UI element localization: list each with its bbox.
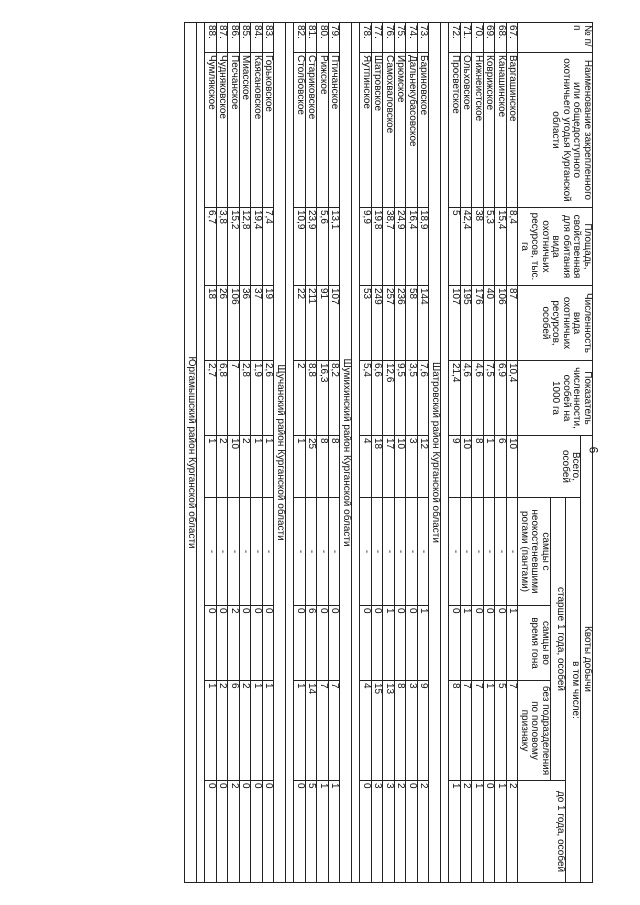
table-row	[217, 23, 229, 883]
population-value: 257	[383, 286, 395, 361]
quota-male-rut: 0	[406, 606, 418, 681]
site-name: Шатровское	[372, 53, 384, 208]
section-title: Шатровский район Курганской области	[429, 23, 441, 883]
quota-under1: 1	[317, 781, 329, 883]
section-title: Щучанский район Курганской области	[274, 23, 286, 883]
area-value: 12,8	[240, 208, 252, 286]
table-row	[251, 23, 263, 883]
quota-no-sex: 8	[449, 681, 461, 781]
quota-male-rut: 0	[251, 606, 263, 681]
header-male-horns: самцы с неокостеневшими рогами (пантами)	[518, 498, 551, 606]
rotated-page	[108, 22, 593, 882]
quota-under1: 0	[240, 781, 252, 883]
quota-total: 10	[461, 436, 473, 498]
quota-male-horns: -	[251, 498, 263, 606]
quota-male-horns: -	[383, 498, 395, 606]
quota-no-sex: 1	[251, 681, 263, 781]
row-number: 80.	[317, 23, 329, 53]
site-name: Горьковское	[263, 53, 275, 208]
quota-no-sex: 1	[205, 681, 217, 781]
index-value: 6,9	[495, 361, 507, 436]
quota-male-rut: 0	[360, 606, 372, 681]
area-value: 6,7	[205, 208, 217, 286]
area-value: 18,9	[418, 208, 430, 286]
quota-male-rut: 0	[495, 606, 507, 681]
population-value: 236	[395, 286, 407, 361]
area-value: 19,4	[251, 208, 263, 286]
header-row-1	[581, 23, 593, 883]
area-value: 9,9	[360, 208, 372, 286]
quota-no-sex: 3	[406, 681, 418, 781]
quota-under1: 2	[395, 781, 407, 883]
table-row	[418, 23, 430, 883]
quota-male-rut: 0	[317, 606, 329, 681]
population-value: 36	[240, 286, 252, 361]
section-title: Юргамышский район Курганской области	[185, 23, 197, 883]
spacer-cell	[441, 23, 449, 883]
site-name: Каясановское	[251, 53, 263, 208]
site-name: Коврижское	[484, 53, 496, 208]
index-value: 5,4	[360, 361, 372, 436]
index-value: 4,6	[472, 361, 484, 436]
area-value: 8,4	[507, 208, 519, 286]
site-name: Ирюмское	[395, 53, 407, 208]
section-header-row	[340, 23, 352, 883]
quota-total: 3	[406, 436, 418, 498]
quota-no-sex: 7	[472, 681, 484, 781]
population-value: 211	[306, 286, 318, 361]
quota-total: 2	[217, 436, 229, 498]
site-name: Столбовское	[294, 53, 306, 208]
table-row	[372, 23, 384, 883]
row-number: 70.	[472, 23, 484, 53]
quota-male-rut: 1	[461, 606, 473, 681]
section-spacer	[286, 23, 294, 883]
row-number: 75.	[395, 23, 407, 53]
index-value: 3,5	[406, 361, 418, 436]
population-value: 176	[472, 286, 484, 361]
quota-male-horns: -	[418, 498, 430, 606]
index-value: 12,6	[383, 361, 395, 436]
quota-under1: 0	[294, 781, 306, 883]
quota-male-horns: -	[205, 498, 217, 606]
site-name: Стариковское	[306, 53, 318, 208]
index-value: 16,3	[317, 361, 329, 436]
quota-male-rut: 0	[217, 606, 229, 681]
population-value: 106	[228, 286, 240, 361]
quota-male-rut: 0	[484, 606, 496, 681]
spacer-cell	[197, 23, 205, 883]
quota-male-horns: -	[263, 498, 275, 606]
table-row	[205, 23, 217, 883]
quota-male-horns: -	[507, 498, 519, 606]
table-row	[461, 23, 473, 883]
quota-total: 6	[495, 436, 507, 498]
header-total: Всего, особей	[518, 436, 581, 498]
index-value: 4,6	[461, 361, 473, 436]
table-row	[317, 23, 329, 883]
quota-no-sex: 7	[329, 681, 341, 781]
population-value: 37	[251, 286, 263, 361]
header-male-rut: самцы во время гона	[518, 606, 551, 681]
row-number: 87.	[217, 23, 229, 53]
population-value: 18	[205, 286, 217, 361]
quota-male-horns: -	[294, 498, 306, 606]
row-number: 82.	[294, 23, 306, 53]
quota-male-rut: 0	[240, 606, 252, 681]
population-value: 195	[461, 286, 473, 361]
quota-total: 8	[329, 436, 341, 498]
index-value: 1,9	[251, 361, 263, 436]
table-row	[395, 23, 407, 883]
table-row	[449, 23, 461, 883]
table-row	[472, 23, 484, 883]
quota-total: 1	[484, 436, 496, 498]
row-number: 83.	[263, 23, 275, 53]
quota-no-sex: 9	[418, 681, 430, 781]
population-value: 249	[372, 286, 384, 361]
table-row	[406, 23, 418, 883]
section-header-row	[429, 23, 441, 883]
section-title: Шумихинский район Курганской области	[340, 23, 352, 883]
quota-under1: 1	[472, 781, 484, 883]
quota-male-horns: -	[472, 498, 484, 606]
population-value: 19	[263, 286, 275, 361]
quota-total: 17	[383, 436, 395, 498]
quota-no-sex: 8	[395, 681, 407, 781]
quota-no-sex: 14	[306, 681, 318, 781]
quota-male-rut: 6	[306, 606, 318, 681]
area-value: 15,4	[495, 208, 507, 286]
quota-no-sex: 1	[484, 681, 496, 781]
table-row	[495, 23, 507, 883]
quota-total: 10	[507, 436, 519, 498]
quota-total: 12	[418, 436, 430, 498]
row-number: 81.	[306, 23, 318, 53]
quota-male-rut: 1	[418, 606, 430, 681]
table-row	[263, 23, 275, 883]
quota-male-rut: 2	[228, 606, 240, 681]
quota-male-horns: -	[306, 498, 318, 606]
header-older: старше 1 года, особей	[551, 498, 566, 781]
quota-table	[185, 22, 594, 883]
quota-male-horns: -	[360, 498, 372, 606]
area-value: 38,7	[383, 208, 395, 286]
index-value: 10,4	[507, 361, 519, 436]
population-value: 107	[329, 286, 341, 361]
quota-sheet	[108, 22, 593, 882]
quota-under1: 2	[418, 781, 430, 883]
header-no-sex: без подразделения по половому признаку	[518, 681, 551, 781]
quota-male-rut: 0	[205, 606, 217, 681]
quota-male-horns: -	[217, 498, 229, 606]
quota-no-sex: 7	[461, 681, 473, 781]
site-name: Бариновское	[418, 53, 430, 208]
population-value: 107	[449, 286, 461, 361]
population-value: 144	[418, 286, 430, 361]
quota-male-horns: -	[449, 498, 461, 606]
quota-under1: 5	[306, 781, 318, 883]
population-value: 26	[217, 286, 229, 361]
quota-under1: 1	[495, 781, 507, 883]
quota-no-sex: 2	[240, 681, 252, 781]
area-value: 19,8	[372, 208, 384, 286]
row-number: 72.	[449, 23, 461, 53]
index-value: 7,5	[484, 361, 496, 436]
index-value: 2,6	[263, 361, 275, 436]
quota-male-horns: -	[240, 498, 252, 606]
quota-male-rut: 1	[507, 606, 519, 681]
quota-total: 8	[317, 436, 329, 498]
quota-under1: 0	[360, 781, 372, 883]
site-name: Канашинское	[495, 53, 507, 208]
index-value: 2	[294, 361, 306, 436]
area-value: 24,9	[395, 208, 407, 286]
quota-total: 2	[240, 436, 252, 498]
quota-total: 8	[472, 436, 484, 498]
table-row	[228, 23, 240, 883]
quota-no-sex: 1	[263, 681, 275, 781]
quota-no-sex: 2	[217, 681, 229, 781]
quota-male-horns: -	[329, 498, 341, 606]
quota-total: 1	[263, 436, 275, 498]
quota-male-rut: 0	[263, 606, 275, 681]
quota-male-horns: -	[484, 498, 496, 606]
table-row	[383, 23, 395, 883]
area-value: 5	[449, 208, 461, 286]
row-number: 69.	[484, 23, 496, 53]
site-name: Миасское	[240, 53, 252, 208]
quota-male-rut: 0	[472, 606, 484, 681]
site-name: Яутпинское	[360, 53, 372, 208]
index-value: 21,4	[449, 361, 461, 436]
quota-no-sex: 5	[495, 681, 507, 781]
page-number: 6	[586, 446, 601, 454]
site-name: Чумлякское	[205, 53, 217, 208]
quota-under1: 0	[484, 781, 496, 883]
index-value: 8,2	[329, 361, 341, 436]
quota-under1: 1	[329, 781, 341, 883]
quota-under1: 0	[217, 781, 229, 883]
quota-total: 10	[395, 436, 407, 498]
quota-under1: 0	[251, 781, 263, 883]
quota-male-horns: -	[461, 498, 473, 606]
row-number: 85.	[240, 23, 252, 53]
section-header-row	[185, 23, 197, 883]
quota-under1: 2	[507, 781, 519, 883]
table-row	[294, 23, 306, 883]
quota-under1: 2	[228, 781, 240, 883]
header-under1: до 1 года, особей	[518, 781, 566, 883]
header-area: Площадь, свойственная для обитания вида охотничьих ресурсов, тыс. га	[518, 208, 593, 286]
area-value: 10,9	[294, 208, 306, 286]
area-value: 3,8	[217, 208, 229, 286]
quota-male-rut: 0	[395, 606, 407, 681]
row-number: 76.	[383, 23, 395, 53]
table-row	[360, 23, 372, 883]
quota-male-horns: -	[495, 498, 507, 606]
population-value: 22	[294, 286, 306, 361]
quota-under1: 3	[372, 781, 384, 883]
quota-under1: 3	[383, 781, 395, 883]
quota-total: 1	[205, 436, 217, 498]
quota-no-sex: 15	[372, 681, 384, 781]
quota-under1: 0	[406, 781, 418, 883]
quota-male-horns: -	[228, 498, 240, 606]
quota-total: 1	[294, 436, 306, 498]
table-row	[484, 23, 496, 883]
table-row	[306, 23, 318, 883]
row-number: 88.	[205, 23, 217, 53]
index-value: 2,7	[205, 361, 217, 436]
row-number: 77.	[372, 23, 384, 53]
site-name: Птичанское	[329, 53, 341, 208]
area-value: 7,4	[263, 208, 275, 286]
index-value: 6,6	[372, 361, 384, 436]
site-name: Чудняковское	[217, 53, 229, 208]
index-value: 2,8	[240, 361, 252, 436]
site-name: Песчанское	[228, 53, 240, 208]
header-quota: Квоты добычи	[581, 436, 593, 883]
site-name: Рижское	[317, 53, 329, 208]
index-value: 6,8	[217, 361, 229, 436]
index-value: 7	[228, 361, 240, 436]
section-spacer	[352, 23, 360, 883]
quota-total: 1	[251, 436, 263, 498]
row-number: 78.	[360, 23, 372, 53]
header-population: Численность вида охотничьих ресурсов, особей	[518, 286, 593, 361]
area-value: 15,2	[228, 208, 240, 286]
row-number: 73.	[418, 23, 430, 53]
table-row	[507, 23, 519, 883]
area-value: 42,4	[461, 208, 473, 286]
quota-male-horns: -	[317, 498, 329, 606]
site-name: Нижнеистское	[472, 53, 484, 208]
quota-male-horns: -	[372, 498, 384, 606]
header-including: в том числе:	[566, 498, 581, 883]
quota-male-rut: 0	[294, 606, 306, 681]
header-num: № п/п	[518, 23, 593, 53]
header-name: Наименование закрепленного или общедоступного охотничьего угодья Курганской области	[518, 53, 593, 208]
area-value: 5,6	[317, 208, 329, 286]
quota-male-rut: 1	[383, 606, 395, 681]
quota-total: 9	[449, 436, 461, 498]
section-spacer	[197, 23, 205, 883]
row-number: 67.	[507, 23, 519, 53]
site-name: Варгашинское	[507, 53, 519, 208]
area-value: 13,1	[329, 208, 341, 286]
population-value: 106	[495, 286, 507, 361]
population-value: 91	[317, 286, 329, 361]
spacer-cell	[352, 23, 360, 883]
quota-no-sex: 13	[383, 681, 395, 781]
row-number: 84.	[251, 23, 263, 53]
quota-total: 25	[306, 436, 318, 498]
section-spacer	[441, 23, 449, 883]
population-value: 58	[406, 286, 418, 361]
quota-no-sex: 1	[294, 681, 306, 781]
site-name: Просветское	[449, 53, 461, 208]
header-index: Показатель численности, особей на 1000 га	[518, 361, 593, 436]
quota-under1: 2	[461, 781, 473, 883]
quota-male-rut: 0	[329, 606, 341, 681]
site-name: Дальнекубасовское	[406, 53, 418, 208]
quota-male-rut: 0	[449, 606, 461, 681]
site-name: Ольховское	[461, 53, 473, 208]
area-value: 5,3	[484, 208, 496, 286]
row-number: 79.	[329, 23, 341, 53]
index-value: 8,8	[306, 361, 318, 436]
row-number: 86.	[228, 23, 240, 53]
area-value: 16,4	[406, 208, 418, 286]
section-header-row	[274, 23, 286, 883]
quota-male-rut: 0	[372, 606, 384, 681]
quota-no-sex: 7	[317, 681, 329, 781]
quota-no-sex: 4	[360, 681, 372, 781]
row-number: 71.	[461, 23, 473, 53]
area-value: 23,9	[306, 208, 318, 286]
quota-male-horns: -	[406, 498, 418, 606]
site-name: Самохваловское	[383, 53, 395, 208]
quota-under1: 0	[263, 781, 275, 883]
quota-male-horns: -	[395, 498, 407, 606]
index-value: 9,5	[395, 361, 407, 436]
row-number: 68.	[495, 23, 507, 53]
quota-under1: 0	[205, 781, 217, 883]
quota-total: 10	[228, 436, 240, 498]
quota-no-sex: 6	[228, 681, 240, 781]
table-row	[329, 23, 341, 883]
quota-total: 18	[372, 436, 384, 498]
spacer-cell	[286, 23, 294, 883]
population-value: 53	[360, 286, 372, 361]
population-value: 40	[484, 286, 496, 361]
quota-total: 4	[360, 436, 372, 498]
quota-under1: 1	[449, 781, 461, 883]
area-value: 38	[472, 208, 484, 286]
population-value: 87	[507, 286, 519, 361]
row-number: 74.	[406, 23, 418, 53]
quota-no-sex: 7	[507, 681, 519, 781]
index-value: 7,6	[418, 361, 430, 436]
table-row	[240, 23, 252, 883]
